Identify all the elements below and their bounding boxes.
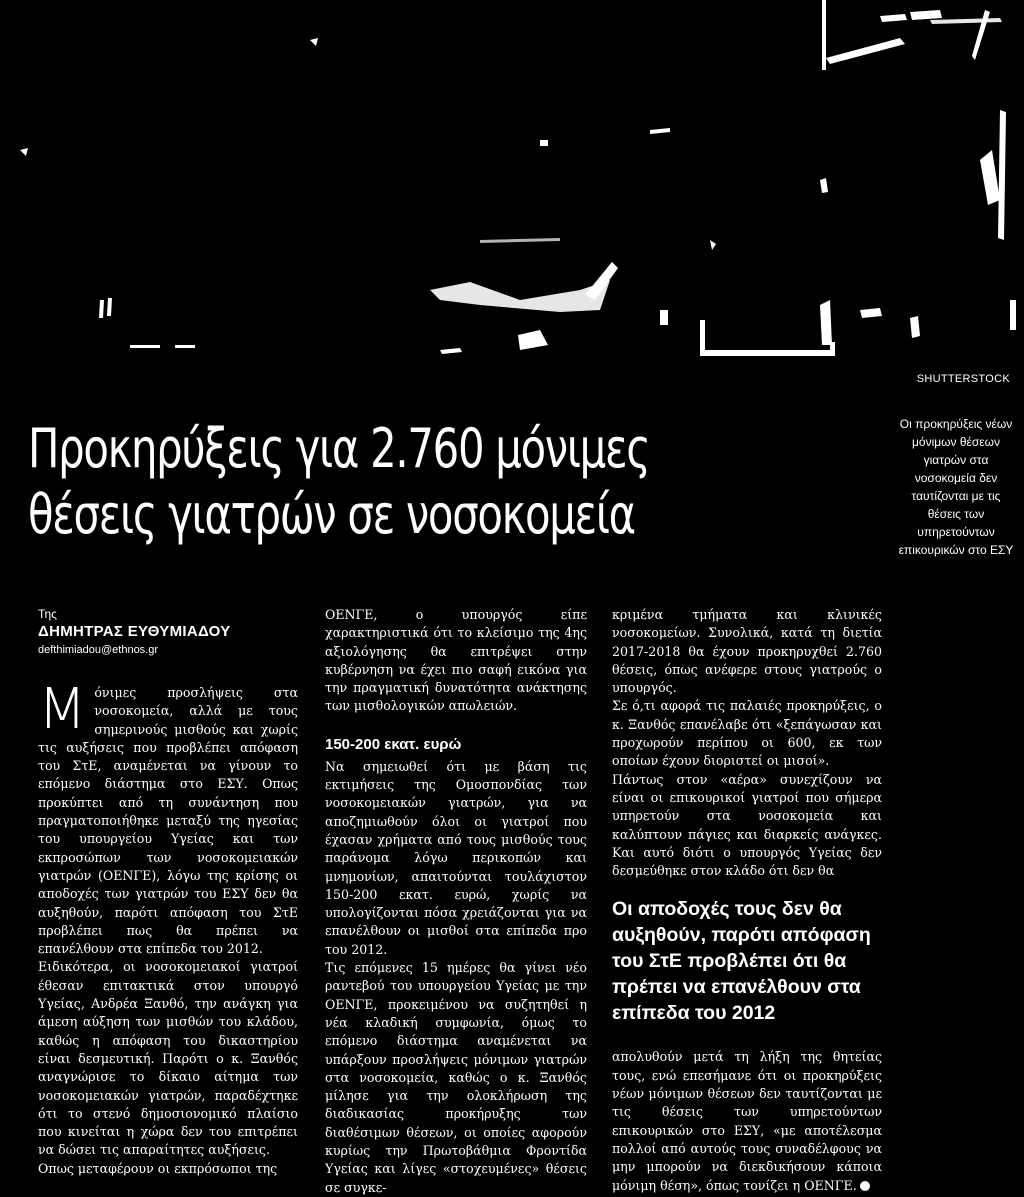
- end-mark-icon: [860, 1181, 870, 1191]
- paragraph: ΟΕΝΓΕ, ο υπουργός είπε χαρακτηριστικά ότι το κλείσιμο της 4ης αξιολόγησης θα επιτρέψει στην κυβέρνηση να έχει πιο σαφή εικόνα για την πραγματική δυνατότητα ανάκτησης των μισθολογικών απωλειών.: [325, 607, 587, 714]
- paragraph: Σε ό,τι αφορά τις παλαιές προκηρύξεις, ο κ. Ξανθός επανέλαβε ότι «ξεπάγωσαν και προχωρούν περίπου οι 600, εκ των οποίων έχουν διοριστεί οι μισοί».: [612, 698, 882, 769]
- paragraph: κριμένα τμήματα και κλινικές νοσοκομείων. Συνολικά, κατά τη διετία 2017-2018 θα έχουν προκηρυχθεί 2.760 θέσεις, όπως ανέφερε στους γιατρούς ο υπουργός.: [612, 607, 882, 696]
- photo-credit: SHUTTERSTOCK: [916, 373, 1010, 385]
- paragraph: Ειδικότερα, οι νοσοκομειακοί γιατροί έθεσαν επιτακτικά στον υπουργό Υγείας, Ανδρέα Ξανθό, την ανάγκη για άμεση αύξηση των μισθών του κλάδου, καθώς η απόφαση του δικαστηρίου είναι δεσμευτική. Παρότι ο κ. Ξανθός αναγνώρισε το δίκαιο αίτημα των νοσοκομειακών γιατρών, παραδέχτηκε ότι το στενό δημοσιονομικό πλαίσιο που κινείται η χώρα δεν του επιτρέπει να δώσει τις απαραίτητες αυξήσεις.: [38, 959, 298, 1158]
- lead-paragraph-text: όνιμες προσλήψεις στα νοσοκομεία, αλλά με τους σημερινούς μισθούς και χωρίς τις αυξήσεις που προβλέπει απόφαση του ΣτΕ, αναμένεται να γίνουν το επόμενο διάστημα στο ΕΣΥ. Οπως προκύπτει από τη συνάντηση που πραγματοποιήθηκε μεταξύ της ηγεσίας του υπουργείου Υγείας και των εκπροσώπων των νοσοκομειακών γιατρών (ΟΕΝΓΕ), λόγω της κρίσης οι αποδοχές των γιατρών του ΕΣΥ δεν θα αυξηθούν, παρότι απόφαση του ΣτΕ προβλέπει πως θα πρέπει να επανέλθουν στα επίπεδα του 2012.: [38, 685, 298, 957]
- paragraph: Τις επόμενες 15 ημέρες θα γίνει νέο ραντεβού του υπουργείου Υγείας με την ΟΕΝΓΕ, προκειμένου να συζητηθεί η νέα κλαδική συμφωνία, όμως το επόμενο διάστημα αναμένεται να υπάρξουν προσλήψεις μόνιμων γιατρών στα νοσοκομεία, καθώς ο κ. Ξανθός μίλησε για την ολοκλήρωση της διαδικασίας προκήρυξης των διαθέσιμων θέσεων, οι οποίες αφορούν κυρίως την Πρωτοβάθμια Φροντίδα Υγείας και λίγες «στοχευμένες» θέσεις σε συγκε-: [325, 960, 587, 1195]
- subheading: 150-200 εκατ. ευρώ: [325, 735, 462, 753]
- headline-line-1: Προκηρύξεις για 2.760 μόνιμες: [28, 417, 650, 480]
- headline: [28, 416, 759, 548]
- article-column-3: [612, 606, 882, 1195]
- hospital-photo-silhouette: [0, 0, 1024, 400]
- article-column-2: [325, 606, 587, 1197]
- closing-paragraph: [612, 1048, 882, 1194]
- photo-caption: [896, 415, 1016, 559]
- hero-photo: [0, 0, 1024, 400]
- paragraph: Οπως μεταφέρουν οι εκπρόσωποι της: [38, 1160, 278, 1176]
- dropcap: Μ: [38, 677, 87, 742]
- paragraph: Πάντως στον «αέρα» συνεχίζουν να είναι οι επικουρικοί γιατροί που σήμερα υπηρετούν στα νοσοκομεία και καλύπτουν πάγιες και διαρκείς ανάγκες. Και αυτό διότι ο υπουργός Υγείας δεν δεσμεύθηκε στον κλάδο ότι δεν θα: [612, 771, 882, 879]
- closing-paragraph-text: απολυθούν μετά τη λήξη της θητείας τους, ενώ επεσήμανε ότι οι προκηρύξεις νέων μόνιμων θέσεων δεν ταυτίζονται με τις θέσεις των υπηρετούντων επικουρικών στο ΕΣΥ, «με αποτέλεσμα πολλοί από αυτούς τους συναδέλφους να μην μπορούν να διεκδικήσουν κάποια μόνιμη θέση», όπως τονίζει η ΟΕΝΓΕ.: [612, 1049, 882, 1193]
- article-column-1: [38, 606, 298, 1178]
- photo-caption-text: Οι προκηρύξεις νέων μόνιμων θέσεων γιατρών στα νοσοκομεία δεν ταυτίζονται με τις θέσεις των υπηρετούντων επικουρικών στο ΕΣΥ: [898, 417, 1014, 557]
- byline-author: ΔΗΜΗΤΡΑΣ ΕΥΘΥΜΙΑΔΟΥ: [38, 623, 231, 640]
- headline-line-2: θέσεις γιατρών σε νοσοκομεία: [28, 483, 635, 546]
- lead-paragraph: [38, 677, 298, 958]
- paragraph: Να σημειωθεί ότι με βάση τις εκτιμήσεις της Ομοσπονδίας των νοσοκομειακών γιατρών, για να αποζημιωθούν όλοι οι γιατροί που έχασαν χρήματα από τους μισθούς τους παράνομα λόγω περικοπών και μνημονίων, απαιτούνται τουλάχιστον 150-200 εκατ. ευρώ, χωρίς να υπολογίζονται πόσα χρειάζονται για να επανέλθουν οι μισθοί στα επίπεδα προ του 2012.: [325, 758, 587, 957]
- byline-prefix: Της: [38, 607, 57, 621]
- byline-email: defthimiadou@ethnos.gr: [38, 644, 159, 656]
- pull-quote: Οι αποδοχές τους δεν θα αυξηθούν, παρότι απόφαση του ΣτΕ προβλέπει ότι θα πρέπει να επανέλθουν στα επίπεδα του 2012: [612, 898, 871, 1025]
